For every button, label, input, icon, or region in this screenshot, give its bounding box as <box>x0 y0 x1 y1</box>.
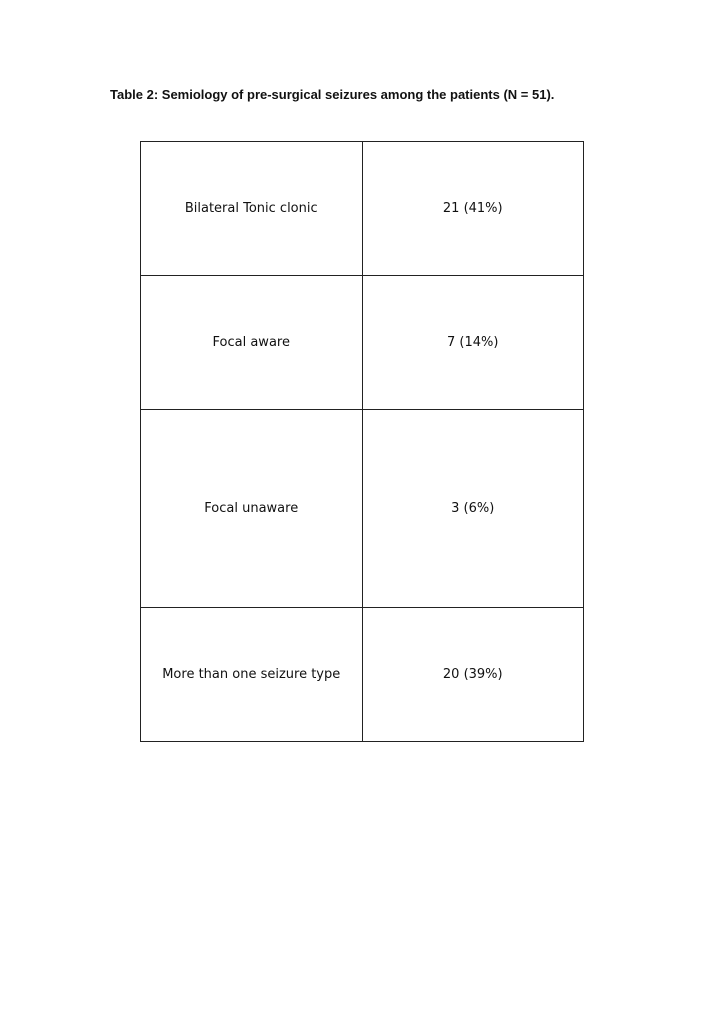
table-caption: Table 2: Semiology of pre-surgical seizures among the patients (N = 51). <box>110 87 555 102</box>
row-label-cell: Focal aware <box>141 276 363 410</box>
seizure-semiology-table <box>140 141 584 742</box>
table-row <box>141 410 584 608</box>
row-value-cell: 7 (14%) <box>362 276 584 410</box>
row-value-cell: 21 (41%) <box>362 142 584 276</box>
row-label-cell: More than one seizure type <box>141 608 363 742</box>
row-value-cell: 20 (39%) <box>362 608 584 742</box>
table-row <box>141 276 584 410</box>
row-label-cell: Focal unaware <box>141 410 363 608</box>
row-label-cell: Bilateral Tonic clonic <box>141 142 363 276</box>
table-row <box>141 142 584 276</box>
table-row <box>141 608 584 742</box>
row-value-cell: 3 (6%) <box>362 410 584 608</box>
